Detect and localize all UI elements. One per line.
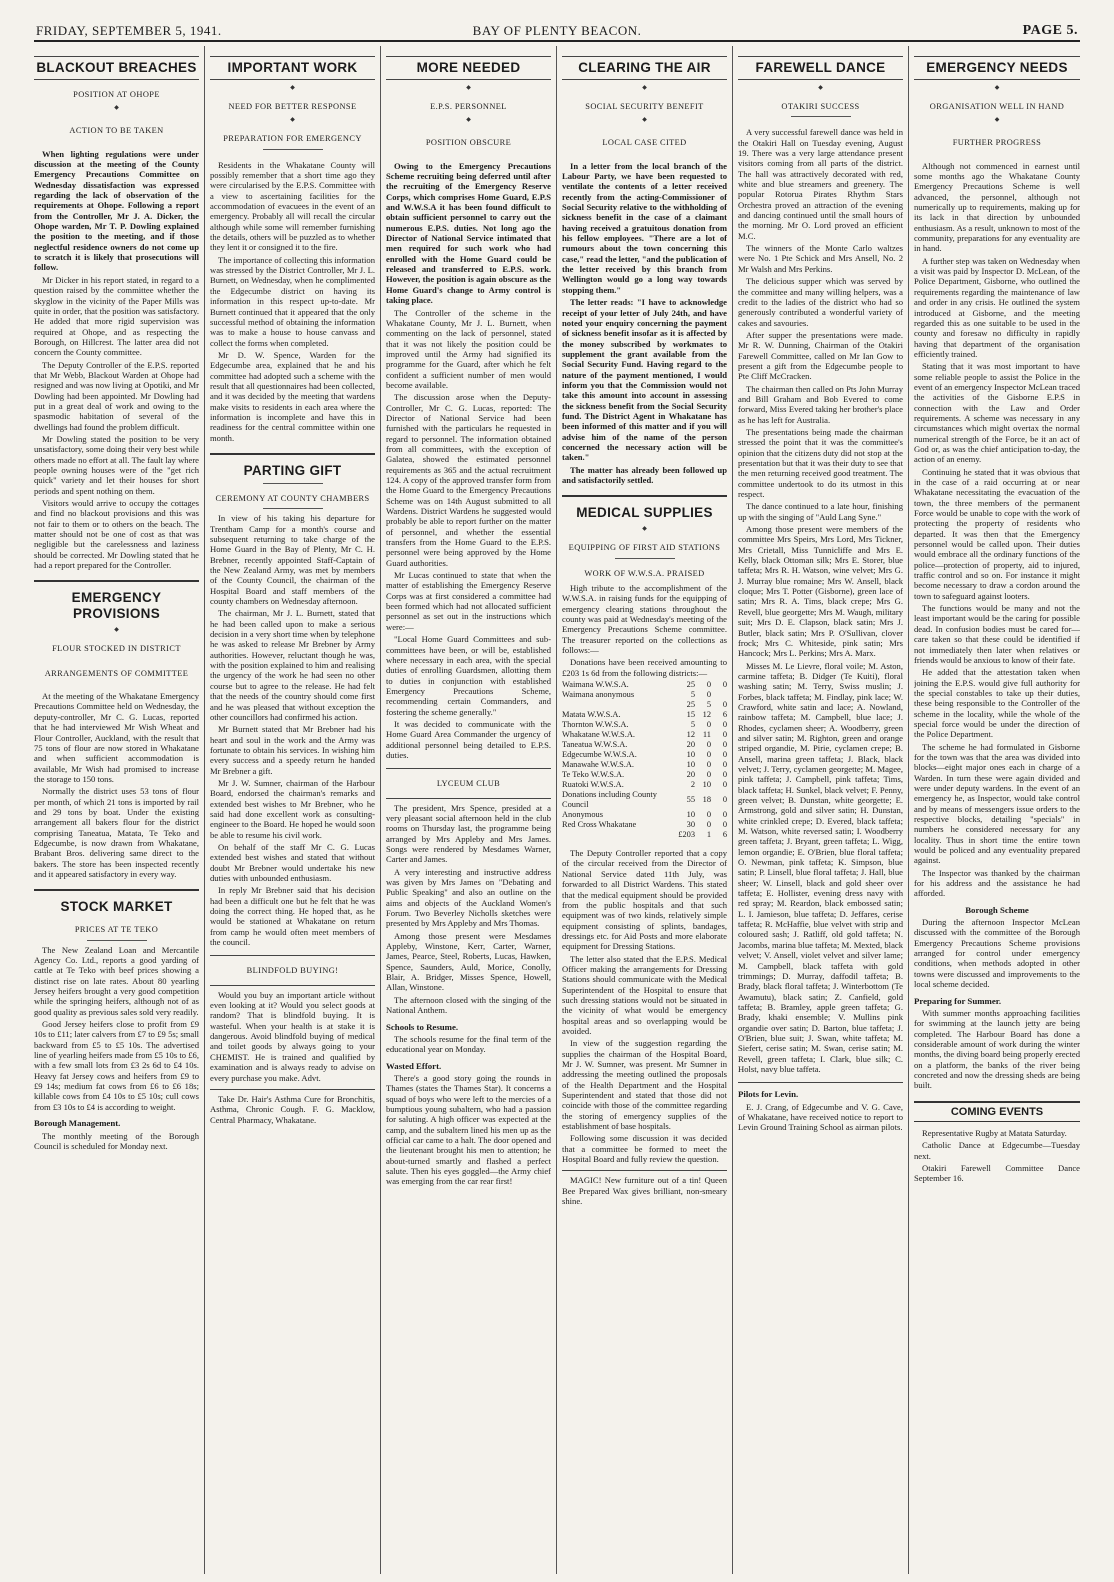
paragraph: Although not commenced in earnest until some months ago the Whakatane County Emergency Precautions Scheme is well advanced, the personnel, although not numerically up to requirements, making up for its lack in that direction by unbounded enthusiasm. As a result, unknown to most of the community, preparations for any eventuality are in hand. <box>914 160 1080 254</box>
divider <box>615 558 675 559</box>
paragraph: MAGIC! New furniture out of a tin! Queen Bee Prepared Wax gives brilliant, non-smeary shine. <box>562 1175 727 1207</box>
article-body <box>738 1102 903 1133</box>
subhead: NEED FOR BETTER RESPONSE <box>228 102 357 111</box>
table-row: Ruatoki W.W.S.A. 2 10 0 <box>562 780 727 790</box>
table-row: Waimana anonymous 5 0 <box>562 690 711 700</box>
subhead: EQUIPPING OF FIRST AID STATIONS <box>568 543 721 553</box>
paragraph: He added that the attestation taken when joining the E.P.S. would give full authority for the special constables to take up their duties, these being responsible to the Controller of the scheme in the locality, while the whole of the special force would be under the direction of the Police Department. <box>914 667 1080 740</box>
paragraph: At the meeting of the Whakatane Emergency Precautions Committee held on Wednesday, the deputy-controller, Mr C. G. Lucas, reported that he had interviewed Mr Wish Wheat and Flour Controller, Auckland, with the result that 75 tons of flour are now stored in Whakatane and when sufficient accommodation is available, Mr Wish had promised to increase the storage to 150 tons. <box>34 691 199 784</box>
ornament: ◆ <box>642 85 647 91</box>
paragraph: "Local Home Guard Committees and sub-committees have been, or will be, established where necessary in each area, with the special duties of enrolling Guardsmen, allotting them to duties in conjunction with established Emergency Precautions Scheme, recommending certain Commanders, and fostering the scheme generally." <box>386 634 551 717</box>
issue-date: FRIDAY, SEPTEMBER 5, 1941. <box>36 23 222 38</box>
column-rule <box>732 46 733 1574</box>
paragraph: When lighting regulations were under discussion at the meeting of the County Emergency Precautions Committee on Wednesday dissatisfaction was expressed regarding the lack of observation of the requirements at Ohope. Following a report from the Controller, Mr J. A. Dicker, the Ohope warden, Mr T. P. Dowling explained the position to the meeting, and if those neglectful residence owners do not come up to scratch it is likely that prosecutions will follow. <box>34 148 199 273</box>
paragraph: In a letter from the local branch of the Labour Party, we have been requested to ventilate the contents of a letter received recently from the acting-Commissioner of Social Security relative to the withholding of sickness benefit in the case of a claimant having received a gratuitous donation from his fellow employees. "There are a lot of rumours about the town concerning this case," read the letter, "and the publication of the letter received by this branch from Wellington would go a long way towards stopping them." <box>562 160 727 295</box>
article-body <box>34 945 199 1113</box>
divider <box>34 580 199 582</box>
paragraph: The letter also stated that the E.P.S. Medical Officer making the arrangements for Dressing Stations should communicate with the Medical Superintendent of the Hospital to ensure that such dressing stations would not be situated in the vicinity of what would be emergency hospital areas and so overlapping would be avoided. <box>562 953 727 1036</box>
article-body <box>562 161 727 486</box>
subhead: FURTHER PROGRESS <box>952 138 1042 148</box>
paragraph: A further step was taken on Wednesday when a visit was paid by Inspector D. McLean, of the Police Department, Gisborne, who outlined the requirements regarding the maintenance of law and order in any crisis. He outlined the system introduced at Gisborne, and the meeting regarded this as one suitable to be used in the county and foresaw no difficulty in rapidly having that department of the organisation efficiently trained. <box>914 255 1080 359</box>
article-body <box>562 848 727 1164</box>
divider <box>210 955 375 956</box>
ornament: ◆ <box>114 627 119 634</box>
article-body <box>34 1131 199 1152</box>
subhead: POSITION OBSCURE <box>425 138 512 148</box>
paragraph: The chairman then called on Pts John Murray and Bill Graham and Bob Evered to come forward, Miss Evered taking her brother's place as he has left for Australia. <box>738 383 903 425</box>
paragraph: The delicious supper which was served by the committee and many willing helpers, was a credit to the ladies of the district who had so generously contributed a wonderful variety of cakes and savouries. <box>738 276 903 328</box>
article-body <box>210 513 375 947</box>
divider <box>386 768 551 769</box>
headline-clearing-the-air: CLEARING THE AIR <box>562 56 727 80</box>
subhead: PREPARATION FOR EMERGENCY <box>223 134 362 144</box>
table-row: Manawahe W.W.S.A. 10 0 0 <box>562 760 727 770</box>
paragraph: Mr J. W. Sumner, chairman of the Harbour Board, endorsed the chairman's remarks and extended best wishes to Mr Brebner, who he said had done excellent work as consulting-engineer to the Board. He hoped he would soon be able to resume his civil work. <box>210 777 375 840</box>
ornament: ◆ <box>466 117 471 124</box>
column-rule <box>380 46 381 1574</box>
paragraph: The afternoon closed with the singing of the National Anthem. <box>386 994 551 1016</box>
divider <box>263 483 323 484</box>
side-headline: Borough Management. <box>34 1118 121 1129</box>
ornament: ◆ <box>290 117 295 124</box>
coming-events-heading: COMING EVENTS <box>914 1101 1080 1122</box>
headline-lyceum-club: LYCEUM CLUB <box>436 779 501 789</box>
article-body <box>386 1034 551 1055</box>
paragraph: Mr Dicker in his report stated, in regard to a question raised by the committee whether the skyglow in the vicinity of the Paper Mills was quite in order, that the position was satisfactory. He added that more rigid supervision was required at Ohope, and as respecting the Borough, on Hillcrest. The latter area did not concern the County committee. <box>34 274 199 358</box>
article-body <box>386 161 551 761</box>
column-5 <box>738 46 903 1574</box>
paragraph: In reply Mr Brebner said that his decision had been a difficult one but he felt that he was doing the correct thing. He hoped that, as he would be stationed at Whakatane on return from camp he would often meet members of the council. <box>210 885 375 948</box>
ornament: ◆ <box>818 85 823 91</box>
paragraph: The New Zealand Loan and Mercantile Agency Co. Ltd., reports a good yarding of cattle at Te Teko with beef prices showing a distinct rise on late rates. About 80 yearling Jersey heifers brought a very good competition while the springing heifers, although not of as good quality as previous sales sold very readily. <box>34 944 199 1017</box>
column-rule <box>908 46 909 1574</box>
column-rule <box>204 46 205 1574</box>
paragraph: A very interesting and instructive address was given by Mrs James on "Debating and Public Speaking" and also an outline on the aims and objects of the Auckland Women's Forum. Two Beverley Nicholls sketches were presented by Mrs Appleby and Mrs Thomas. <box>386 866 551 929</box>
divider <box>562 495 727 497</box>
article-body <box>914 1008 1080 1091</box>
paragraph: Would you buy an important article without even looking at it? Would you select goods at random? That is blindfold buying. It is wasteful. When your health is at stake it is dangerous. Avoid blindfold buying of medical and toilet goods by always going to your CHEMIST. He is trained and qualified by examination and is always ready to advise on every purchase you make. Advt. <box>210 989 375 1083</box>
newspaper-page <box>34 46 1080 1576</box>
article-body <box>738 127 903 1074</box>
headline-parting-gift: PARTING GIFT <box>243 462 342 478</box>
donations-table <box>562 680 727 840</box>
paragraph: E. J. Crang, of Edgecumbe and V. G. Cave, of Whakatane, have received notice to report to Levin Ground Training School as airman pilots. <box>738 1101 903 1133</box>
headline-farewell-dance: FAREWELL DANCE <box>738 56 903 80</box>
paragraph: Following some discussion it was decided that a committee be formed to meet the Hospital Board and fully review the question. <box>562 1133 727 1165</box>
paragraph: The scheme he had formulated in Gisborne for the town was that the area was divided into blocks—eight major ones each in charge of a Warden. In turn these were again divided and were under deputy wardens. In the event of an emergency he, as Inspector, would take control and by means of messengers issue orders to the respective blocks, detailing "specials" in numbers he considered necessary for any locality. Thus in short time the entire town would be policed and any eventuality prepared against. <box>914 741 1080 866</box>
headline-stock-market: STOCK MARKET <box>60 899 173 915</box>
subhead: POSITION AT OHOPE <box>73 90 160 99</box>
ornament: ◆ <box>466 85 471 91</box>
subhead: SOCIAL SECURITY BENEFIT <box>585 102 704 111</box>
events-list <box>914 1128 1080 1184</box>
advertisement <box>562 1170 727 1206</box>
paragraph: A very successful farewell dance was held in the Otakiri Hall on Tuesday evening, August 19. There was a very large attendance present visitors coming from all parts of the district. The hall was attractively decorated with red, white and blue streamers and greenery. The popular Rotorua Pirates Rhythm Stars Orchestra proved an attraction of the evening and dancing continued until the small hours of the morning. Mr O. Lord proved an efficient M.C. <box>738 127 903 241</box>
paragraph: The presentations being made the chairman stressed the point that it was the committee's opinion that the citizens duty did not stop at the presentation but that it was their duty to see that the men returning received good treatment. The committee undertook to do its utmost in this respect. <box>738 426 903 500</box>
article-body <box>914 917 1080 989</box>
paragraph: High tribute to the accomplishment of the W.W.S.A. in raising funds for the equipping of emergency clearing stations throughout the county was paid at Wednesday's meeting of the Emergency Precautions Scheme committee. The treasurer reported on the collections as follows:— <box>562 583 727 656</box>
newspaper-title: BAY OF PLENTY BEACON. <box>472 23 642 38</box>
table-row: £203 1 6 <box>678 830 727 840</box>
paragraph: The letter reads: "I have to acknowledge receipt of your letter of July 24th, and have noted your enquiry concerning the payment of sickness benefit insofar as it is affected by the money subscribed by workmates to supplement the grant available from the Social Security Fund. Having regard to the nature of the payment mentioned, I would inform you that the Commission would not take this amount into account in assessing the sickness benefit from the Social Security fund. The District Agent in Whakatane has been informed of this matter and if you will advise him of the name of the person concerned the necessary action will be taken." <box>562 297 727 463</box>
paragraph: The winners of the Monte Carlo waltzes were No. 1 Pte Schick and Mrs Ansell, No. 2 Mr Walsh and Mrs Perkins. <box>738 243 903 274</box>
paragraph: In view of his taking his departure for Trentham Camp for a month's course and subsequent returning to take charge of the Home Guard in the Bay of Plenty, Mr C. H. Brebner, recently appointed Staff-Captain of the New Zealand Army, was met by members of the County Council, the chairman of the Hospital Board and staff members of the county chambers on Wednesday afternoon. <box>210 513 375 607</box>
paragraph: The discussion arose when the Deputy-Controller, Mr C. G. Lucas, reported: The Director of National Service had been furnished with the particulars he requested in regard to personnel. The information obtained from all committees, with the exception of Galatea, showed the estimated personnel requirements as 365 and the actual recruitment 124. A copy of the approved transfer form from the Home Guard to the Emergency Precautions Scheme was on 14th August submitted to all Wardens. District Wardens he suggested would probably be able to report further on the matter of personnel, and whether the essential transfers from the Home Guard to the E.P.S. personnel were being approved by the Home Guard authorities. <box>386 392 551 568</box>
paragraph: Continuing he stated that it was obvious that in the case of a raid occurring at or near Whakatane necessitating the evacuation of the town, the three members of the permanent Force would be unable to cope with the work of protecting the property of residents who departed. It was then that the Emergency personnel would be called upon. Their duties would embrace all the ordinary functions of the police—protection of property, aid to injured, traffic control and so on. For instance it might become necessary to draw a cordon around the town to safeguard against looters. <box>914 466 1080 601</box>
advertisement <box>210 1089 375 1125</box>
paragraph: The Deputy Controller reported that a copy of the circular received from the Director of National Service dated 11th July, was forwarded to all District Wardens. This stated that the medical equipment should be provided from the public hospitals and that such equipment was of two kinds, relatively simple equipment consisting of splints, bandages, dressings etc. for Aid Posts and more elaborate equipment for Dressing Stations. <box>562 848 727 952</box>
side-headline: Wasted Effort. <box>386 1060 442 1071</box>
ornament: ◆ <box>642 526 647 533</box>
paragraph: The monthly meeting of the Borough Council is scheduled for Monday next. <box>34 1130 199 1151</box>
table-row: Taneatua W.W.S.A. 20 0 0 <box>562 740 727 750</box>
side-headline: Preparing for Summer. <box>914 995 1002 1006</box>
paragraph: There's a good story going the rounds in Thames (states the Thames Star). It concerns a squad of boys who were left to the mercies of a bumptious young subaltern, who had a passion for saluting. A high officer was expected at the camp, and the subaltern lined his men up as the official car came to a halt. The door opened and the lieutenant brought his men to attention; he about-turned smartly and flashed a perfect salute. Then his eyes goggled—the Army chief was emerging from the car rear first! <box>386 1072 551 1187</box>
column-2 <box>210 46 375 1574</box>
divider <box>791 116 851 117</box>
subhead: PRICES AT TE TEKO <box>74 925 159 935</box>
table-row: Te Teko W.W.S.A. 20 0 0 <box>562 770 727 780</box>
paragraph: The matter has already been followed up and satisfactorily settled. <box>562 464 727 485</box>
subhead: ORGANISATION WELL IN HAND <box>929 102 1065 111</box>
list-item: Otakiri Farewell Committee Dance September 16. <box>914 1162 1080 1184</box>
paragraph: Among those present were Mesdames Appleby, Winstone, Kerr, Carter, Warner, James, Pearce, Steel, Roberts, Lucas, Hawken, Spence, Saunders, Auld, Morice, Conolly, Blair, A. Bridger, Misses Spence, Howell, Allan, Winstone. <box>386 930 551 993</box>
paragraph: In view of the suggestion regarding the supplies the chairman of the Hospital Board, Mr J. W. Sumner, was present. Mr Sumner in addressing the meeting outlined the proposals of the Health Department and the Hospital Superintendent and stated that those did not coincide with those of the committee regarding the storing of emergency supplies of the establishment of base hospitals. <box>562 1038 727 1132</box>
headline-emergency-needs: EMERGENCY NEEDS <box>914 56 1080 80</box>
paragraph: Residents in the Whakatane County will possibly remember that a short time ago they were circularised by the E.P.S. Committee with a view to ascertaining facilities for the accommodation of evacuees in the event of an emergency. Probably all will recall the circular although while some will remember furnishing the details, others will be puzzled as to whether they lent it or consigned it to the fire. <box>210 159 375 253</box>
paragraph: Donations have been received amounting to £203 1s 6d from the following districts:— <box>562 657 727 678</box>
ornament: ◆ <box>114 105 119 112</box>
paragraph: With summer months approaching facilities for swimming at the launch jetty are being completed. The Harbour Board has done a considerable amount of work during the winter months, the diving board being properly erected on a platform, the banks of the river being concreted and now the dressing sheds are being built. <box>914 1007 1080 1091</box>
side-headline: Schools to Resume. <box>386 1021 459 1032</box>
column-4 <box>562 46 727 1574</box>
divider <box>263 149 323 150</box>
divider <box>210 453 375 455</box>
headline-more-needed: MORE NEEDED <box>386 56 551 80</box>
article-body <box>210 160 375 443</box>
headline-blindfold-buying: BLINDFOLD BUYING! <box>246 966 339 976</box>
table-row: Donations including County Council 55 18 0 <box>562 790 727 810</box>
list-item: Catholic Dance at Edgecumbe—Tuesday next. <box>914 1140 1080 1161</box>
table-row: Whakatane W.W.S.A. 12 11 0 <box>562 730 727 740</box>
table-row: 25 5 0 <box>686 700 727 710</box>
table-row: Anonymous 10 0 0 <box>562 810 727 820</box>
paragraph: The chairman, Mr J. L. Burnett, stated that he had been called upon to make a serious decision in a very short time when by telephone he was asked to release Mr Brebner by Army authorities. However, reluctant though he was, with the position explained to him and realising the urgency of the work he had seen no other course but to agree to the release. He had felt that the needs of the country should come first and he was pleased that without exception the other councillors had confirmed his action. <box>210 608 375 722</box>
article-body <box>386 803 551 1016</box>
article-body <box>386 1073 551 1187</box>
divider <box>738 1082 903 1083</box>
column-6 <box>914 46 1080 1574</box>
column-3 <box>386 46 551 1574</box>
paragraph: Stating that it was most important to have some reliable people to assist the Police in the event of an emergency Inspector McLean traced the activities of the Gisborne E.P.S in connection with the Law and Order requirements. A scheme was necessary in any circumstances which might overtax the normal numerical strength of the Force, be it an act of God or, as was the chief anticipation to-day, the action of an enemy. <box>914 361 1080 465</box>
paragraph: The Controller of the scheme in the Whakatane County, Mr J. L. Burnett, when commenting on the lack of personnel, stated that it was not likely the position could be improved until the Army had signified its programme for the Guard, after which he felt confident a sufficient number of men would become available. <box>386 307 551 390</box>
table-row: Waimana W.W.S.A. 25 0 0 <box>562 680 727 690</box>
headline-blackout-breaches: BLACKOUT BREACHES <box>34 56 199 80</box>
article-body <box>34 149 199 571</box>
paragraph: Good Jersey heifers close to profit from £9 10s to £11; later calvers from £7 to £9 5s; small backward from £5 to £5 10s. The advertised line of yearling heifers made from £5 10s to £6, with a few small lots from £3 2s 6d to £4 10s. Heavy fat Jersey cows and heifers from £9 to £9 14s; medium fat cows from £6 to £6 18s; killable cows from £4 10s to £5 10s; cull cows from £3 10s to £4 is according to weight. <box>34 1019 199 1112</box>
subhead: LOCAL CASE CITED <box>602 138 687 148</box>
paragraph: The dance continued to a late hour, finishing up with the singing of "Auld Lang Syne." <box>738 501 903 522</box>
advertisement <box>210 990 375 1083</box>
article-body <box>34 691 199 879</box>
divider <box>34 889 199 891</box>
ornament: ◆ <box>994 117 1000 124</box>
paragraph: Mr D. W. Spence, Warden for the Edgecumbe area, explained that he and his committee had adopted such a scheme with the result that all questionnaires had been collected, and it was decided by the meeting that wardens make visits to residents in each area where the information is incomplete and have this in readiness for the central committee within one month. <box>210 349 375 443</box>
divider <box>87 940 147 941</box>
paragraph: Mr Burnett stated that Mr Brebner had his heart and soul in the work and the Army was fortunate to obtain his services. In wishing him every success and a speedy return he handed Mr Brebner a gift. <box>210 724 375 776</box>
headline-medical-supplies: MEDICAL SUPPLIES <box>576 505 713 521</box>
paragraph: The Deputy Controller of the E.P.S. reported that Mr Webb, Blackout Warden at Ohope had resigned and was now living at Opotiki, and Mr Dowling had been appointed. Mr Dowling had put in a great deal of work and owing to the spasmodic habitation of several of the dwellings had found the problem difficult. <box>34 359 199 432</box>
headline-emergency-provisions: EMERGENCY PROVISIONS <box>71 590 162 622</box>
table-row: Matata W.W.S.A. 15 12 6 <box>562 710 727 720</box>
table-row: Red Cross Whakatane 30 0 0 <box>562 820 727 830</box>
table-row: Edgecumbe W.W.S.A. 10 0 0 <box>562 750 727 760</box>
side-headline: Borough Scheme <box>965 904 1029 915</box>
subhead: WORK OF W.W.S.A. PRAISED <box>584 568 705 578</box>
divider <box>386 798 551 799</box>
headline-important-work: IMPORTANT WORK <box>210 56 375 80</box>
paragraph: During the afternoon Inspector McLean discussed with the committee of the Borough Emergency Precautions Scheme provisions arranged for control under emergency conditions, when methods adopted in other towns were discussed and improvements to the local scheme decided. <box>914 917 1080 990</box>
paragraph: Mr Dowling stated the position to be very unsatisfactory, some doing their very best while others made no effort at all. The fault lay where people owning houses were of the "get rich quick" variety and let their houses for short periods and spent nothing on them. <box>34 433 199 496</box>
paragraph: The Inspector was thanked by the chairman for his address and the assistance he had afforded. <box>914 867 1080 899</box>
masthead <box>34 22 1080 42</box>
subhead: E.P.S. PERSONNEL <box>430 102 507 111</box>
paragraph: After supper the presentations were made. Mr R. W. Dunning, Chairman of the Otakiri Farewell Committee, called on Mr Ian Gow to present a gift from the Edgecumbe people to Pte Cliff McCracken. <box>738 329 903 382</box>
paragraph: Among those present were members of the committee Mrs Speirs, Mrs Lord, Mrs Tickner, Mrs Crietall, Miss Tunnicliffe and Mrs E. Kelly, black Ottoman silk; Mrs E. Storer, blue taffeta; Mrs R. H. Watson, wine velvet; Mrs G. J. Murray blue romaine; Mrs W. Ansell, black cloque; Mrs T. Potter (Gisborne), green lace of satin; Mrs R. A. Tims, black crepe; Mrs G. Revell, blue georgette; Mrs M. Waugh, military suit; Mrs D. E. Clapson, black satin; Mrs J. Butler, black satin; Mrs P. O'Sullivan, clover frock; Mrs C. Whiteside, pink satin; Mrs Hancock; Mrs L. Perkins; Mrs A. Marx. <box>738 524 903 659</box>
page-number: PAGE 5. <box>1022 23 1078 38</box>
paragraph: The schools resume for the final term of the educational year on Monday. <box>386 1033 551 1055</box>
side-headline: Pilots for Levin. <box>738 1089 799 1100</box>
column-1 <box>34 46 199 1574</box>
divider <box>263 508 323 509</box>
paragraph: Mr Lucas continued to state that when the matter of establishing the Emergency Reserve Corps was at first considered a committee had been formed which had not allocated sufficient personnel as set out in the instructions which were:— <box>386 570 551 632</box>
paragraph: The importance of collecting this information was stressed by the District Controller, Mr J. L. Burnett, on Wednesday, when he complimented the Edgecumbe district on having its information in this respect up-to-date. Mr Burnett continued that it appeared that the only successful method of obtaining the information was to make a house to house canvass and collect the forms when completed. <box>210 254 375 348</box>
paragraph: Visitors would arrive to occupy the cottages and find no blackout provisions and this was not fair to them or to others on the beach. The matter should not be one of cost as that was negligible but the carelessness and laziness should be corrected. Mr Dowling stated that he had a report prepared for the Controller. <box>34 498 199 571</box>
column-rule <box>556 46 557 1574</box>
article-body <box>914 161 1080 899</box>
table-row: Thornton W.W.S.A. 5 0 0 <box>562 720 727 730</box>
ornament: ◆ <box>994 85 1000 91</box>
subhead: ARRANGEMENTS OF COMMITTEE <box>44 668 189 678</box>
paragraph: The functions would be many and not the least important would be the caring for possible dead. In confusion bodies must be cared for—care taken so that these could be identified if not immediately then later when relatives or friends would be anxious to know of their fate. <box>914 603 1080 665</box>
divider <box>210 985 375 986</box>
paragraph: Misses M. Le Lievre, floral voile; M. Aston, carmine taffeta; B. Didger (Te Kuiti), floral washing satin; M. Terry, Swiss muslin; J. Forbes, black taffeta; M. Findlay, pink lace; W. Crawford, white satin and lace; A. Nowland, rainbow taffeta; M. Campbell, blue lace; J. Rhodes, cyclamen sheer; A. Woodberry, green and silver satin; M. Righton, green and orange striped organdie, M. Pirie, cyclamen crepe; B. Ansell, marina green taffeta; J. Black, black velvet; J. Terry, cyclamen georgette; M. Magee, pink taffeta; J. Campbell, pink taffeta; Tims, black taffeta; H. Sunkel, black velvet; F. Penny, green velvet; B. Dunstan, white georgette; E. Armstrong, gold and silver satin; H. Dunstan, white crinkled crepe; D. Evered, black taffeta; M. Watson, white reversed satin; I. Woodberry green taffeta; J. Bryant, green taffeta; L. Wigg, lemon organdie; E. O'Brien, blue floral taffeta; O. Newman, pink taffeta; K. Simpson, blue satin; P. Linsell, blue floral taffeta; J. Hall, blue sheer; W. Linsell, black and gold sheer over taffeta; E. Hollister, evening dress navy with red spray; M. Reardon, black embossed satin; L. I. Jamieson, blue taffeta; D. Jeffares, cerise taffeta; R. McHaffie, blue velvet with strip and coloured sash; J. Ratliff, old gold taffeta; N. Jacombs, marina blue taffeta; M. Mexted, black velvet; V. Ansell, violet velvet and silver lame; M. Campbell, black taffeta with gold trimmings; D. Murray, daffodil taffeta; B. Brady, black floral taffeta; J. Winterbottom (Te Awamutu), black satin; Z. Canfield, gold taffeta; B. Bramley, apple green taffeta; G. Brady, khaki ensemble; V. Mullins pink organdie over satin; D. Barton, blue taffeta; J. O'Brien, blue suit; J. Swan, white taffeta; M. Siefert, cerise satin; M. Swan, cerise satin; M. Revell, green taffeta; I. Clark, blue silk; C. Holst, navy blue taffeta. <box>738 660 903 1074</box>
subhead: CEREMONY AT COUNTY CHAMBERS <box>215 493 370 503</box>
paragraph: Take Dr. Hair's Asthma Cure for Bronchitis, Asthma, Chronic Cough. F. G. Macklow, Central Pharmacy, Whakatane. <box>210 1093 375 1125</box>
paragraph: On behalf of the staff Mr C. G. Lucas extended best wishes and stated that without doubt Mr Brebner would undertake his new duties with unbounded enthusiasm. <box>210 841 375 883</box>
list-item: Representative Rugby at Matata Saturday. <box>922 1127 1067 1138</box>
subhead: OTAKIRI SUCCESS <box>781 102 860 111</box>
paragraph: Normally the district uses 53 tons of flour per month, of which 21 tons is imported by rail and 29 tons by boat. Under the existing arrangement all bakers flour for the district comprising Taneatua, Matata, Te Teko and Edgecumbe, is now drawn from Whakatane, Brabant Bros. delivering same direct to the bakers. The store has been inspected recently and it appeared satisfactory in every way. <box>34 786 199 879</box>
ornament: ◆ <box>642 117 647 124</box>
subhead: FLOUR STOCKED IN DISTRICT <box>52 644 181 654</box>
paragraph: The president, Mrs Spence, presided at a very pleasant social afternoon held in the club rooms on Thursday last, the programme being arranged by Mrs Appleby and Mrs James. Songs were rendered by Mesdames Warner, Carter and James. <box>386 802 551 865</box>
ornament: ◆ <box>290 85 295 91</box>
paragraph: Owing to the Emergency Precautions Scheme recruiting being deferred until after the recruiting of the Emergency Reserve Corps, which comprises Home Guard, E.P.S and W.W.S.A it has been found difficult to obtain sufficient personnel to carry out the numerous E.P.S. duties. Not long ago the Director of National Service intimated that men required for such work who had enrolled with the Home Guard could be released and transferred to E.P.S. work. However, the position is again obscure as the Home Guard's change to Army control is taking place. <box>386 160 551 306</box>
paragraph: It was decided to communicate with the Home Guard Area Commander the urgency of additional personnel being detailed to E.P.S. duties. <box>386 718 551 760</box>
article-body <box>562 583 727 678</box>
subhead: ACTION TO BE TAKEN <box>69 126 164 136</box>
